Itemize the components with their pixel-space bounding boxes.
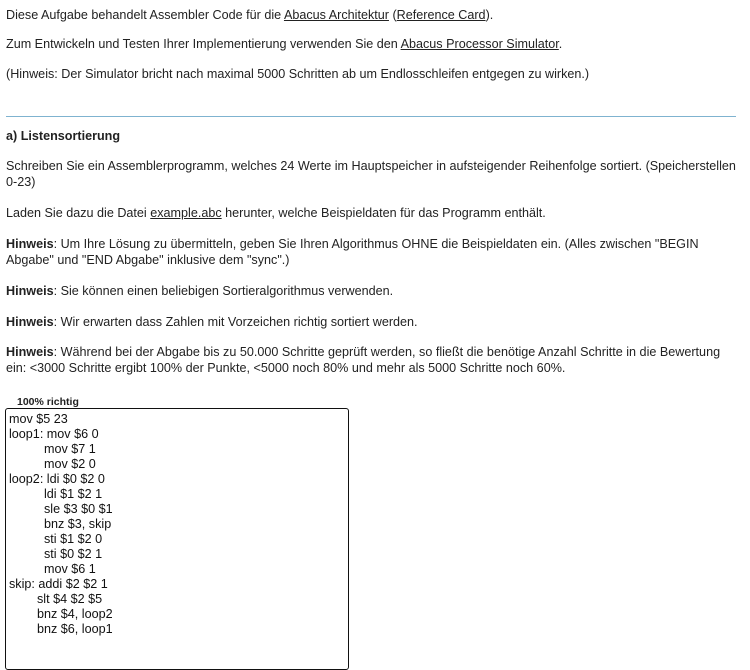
section-title: a) Listensortierung bbox=[6, 129, 121, 143]
hint-scoring bbox=[6, 344, 736, 376]
hint-label: Hinweis bbox=[6, 237, 54, 251]
intro-text: Diese Aufgabe behandelt Assembler Code für die bbox=[6, 8, 284, 22]
intro-text: . bbox=[558, 37, 563, 51]
intro-line-simulator bbox=[6, 36, 736, 52]
example-file-link[interactable]: example.abc bbox=[150, 206, 222, 220]
hint-text: : Sie können einen beliebigen Sortieralgorithmus verwenden. bbox=[53, 284, 394, 298]
code-line: sti $1 $2 0 bbox=[9, 532, 103, 546]
code-line: mov $6 1 bbox=[9, 562, 96, 576]
hint-submission bbox=[6, 236, 736, 268]
download-text: Laden Sie dazu die Datei bbox=[6, 206, 151, 220]
hint-label: Hinweis bbox=[6, 284, 54, 298]
intro-line-architecture bbox=[6, 7, 736, 23]
hint-label: Hinweis bbox=[6, 315, 54, 329]
hint-label: Hinweis bbox=[6, 345, 54, 359]
code-line: mov $2 0 bbox=[9, 457, 96, 471]
hint-text: : Wir erwarten dass Zahlen mit Vorzeichen richtig sortiert werden. bbox=[53, 315, 418, 329]
hint-text: : Während bei der Abgabe bis zu 50.000 Schritte geprüft werden, so fließt die benötige Anzahl Schritte in die Bewertung ein: <3000 Schritte ergibt 100% der Punkte, <5000 noch 80% und mehr als 5000 Schritte noch 60%. bbox=[6, 345, 721, 375]
hint-algorithm bbox=[6, 283, 736, 299]
abacus-simulator-link[interactable]: Abacus Processor Simulator bbox=[400, 37, 559, 51]
task-description: Schreiben Sie ein Assemblerprogramm, welches 24 Werte im Hauptspeicher in aufsteigender Reihenfolge sortiert. (Speicherstellen 0-23) bbox=[6, 159, 736, 189]
result-status-label: 100% richtig bbox=[17, 396, 79, 408]
code-line: sle $3 $0 $1 bbox=[9, 502, 113, 516]
section-divider bbox=[6, 116, 736, 117]
code-answer-textarea[interactable] bbox=[5, 408, 349, 670]
code-line: sti $0 $2 1 bbox=[9, 547, 103, 561]
download-line bbox=[6, 205, 736, 221]
code-line: slt $4 $2 $5 bbox=[9, 592, 103, 606]
code-line: bnz $6, loop1 bbox=[9, 622, 113, 636]
code-line: mov $7 1 bbox=[9, 442, 96, 456]
intro-text: Zum Entwickeln und Testen Ihrer Implementierung verwenden Sie den bbox=[6, 37, 401, 51]
code-line: ldi $1 $2 1 bbox=[9, 487, 103, 501]
code-line: bnz $4, loop2 bbox=[9, 607, 113, 621]
hint-signed-numbers bbox=[6, 314, 736, 330]
code-line: skip: addi $2 $2 1 bbox=[9, 577, 108, 591]
code-line: loop2: ldi $0 $2 0 bbox=[9, 472, 105, 486]
code-line: mov $5 23 bbox=[9, 412, 68, 426]
simulator-note: (Hinweis: Der Simulator bricht nach maximal 5000 Schritten ab um Endlosschleifen entgegen zu wirken.) bbox=[6, 67, 590, 81]
download-text: herunter, welche Beispieldaten für das Programm enthält. bbox=[221, 206, 546, 220]
code-line: bnz $3, skip bbox=[9, 517, 112, 531]
code-line: loop1: mov $6 0 bbox=[9, 427, 99, 441]
hint-text: : Um Ihre Lösung zu übermitteln, geben Sie Ihren Algorithmus OHNE die Beispieldaten ein. (Alles zwischen "BEGIN Abgabe" und "END Abgabe" inklusive dem "sync".) bbox=[6, 237, 699, 267]
intro-text: ( bbox=[388, 8, 397, 22]
intro-text: ). bbox=[485, 8, 494, 22]
reference-card-link[interactable]: Reference Card bbox=[396, 8, 486, 22]
abacus-architecture-link[interactable]: Abacus Architektur bbox=[283, 8, 389, 22]
